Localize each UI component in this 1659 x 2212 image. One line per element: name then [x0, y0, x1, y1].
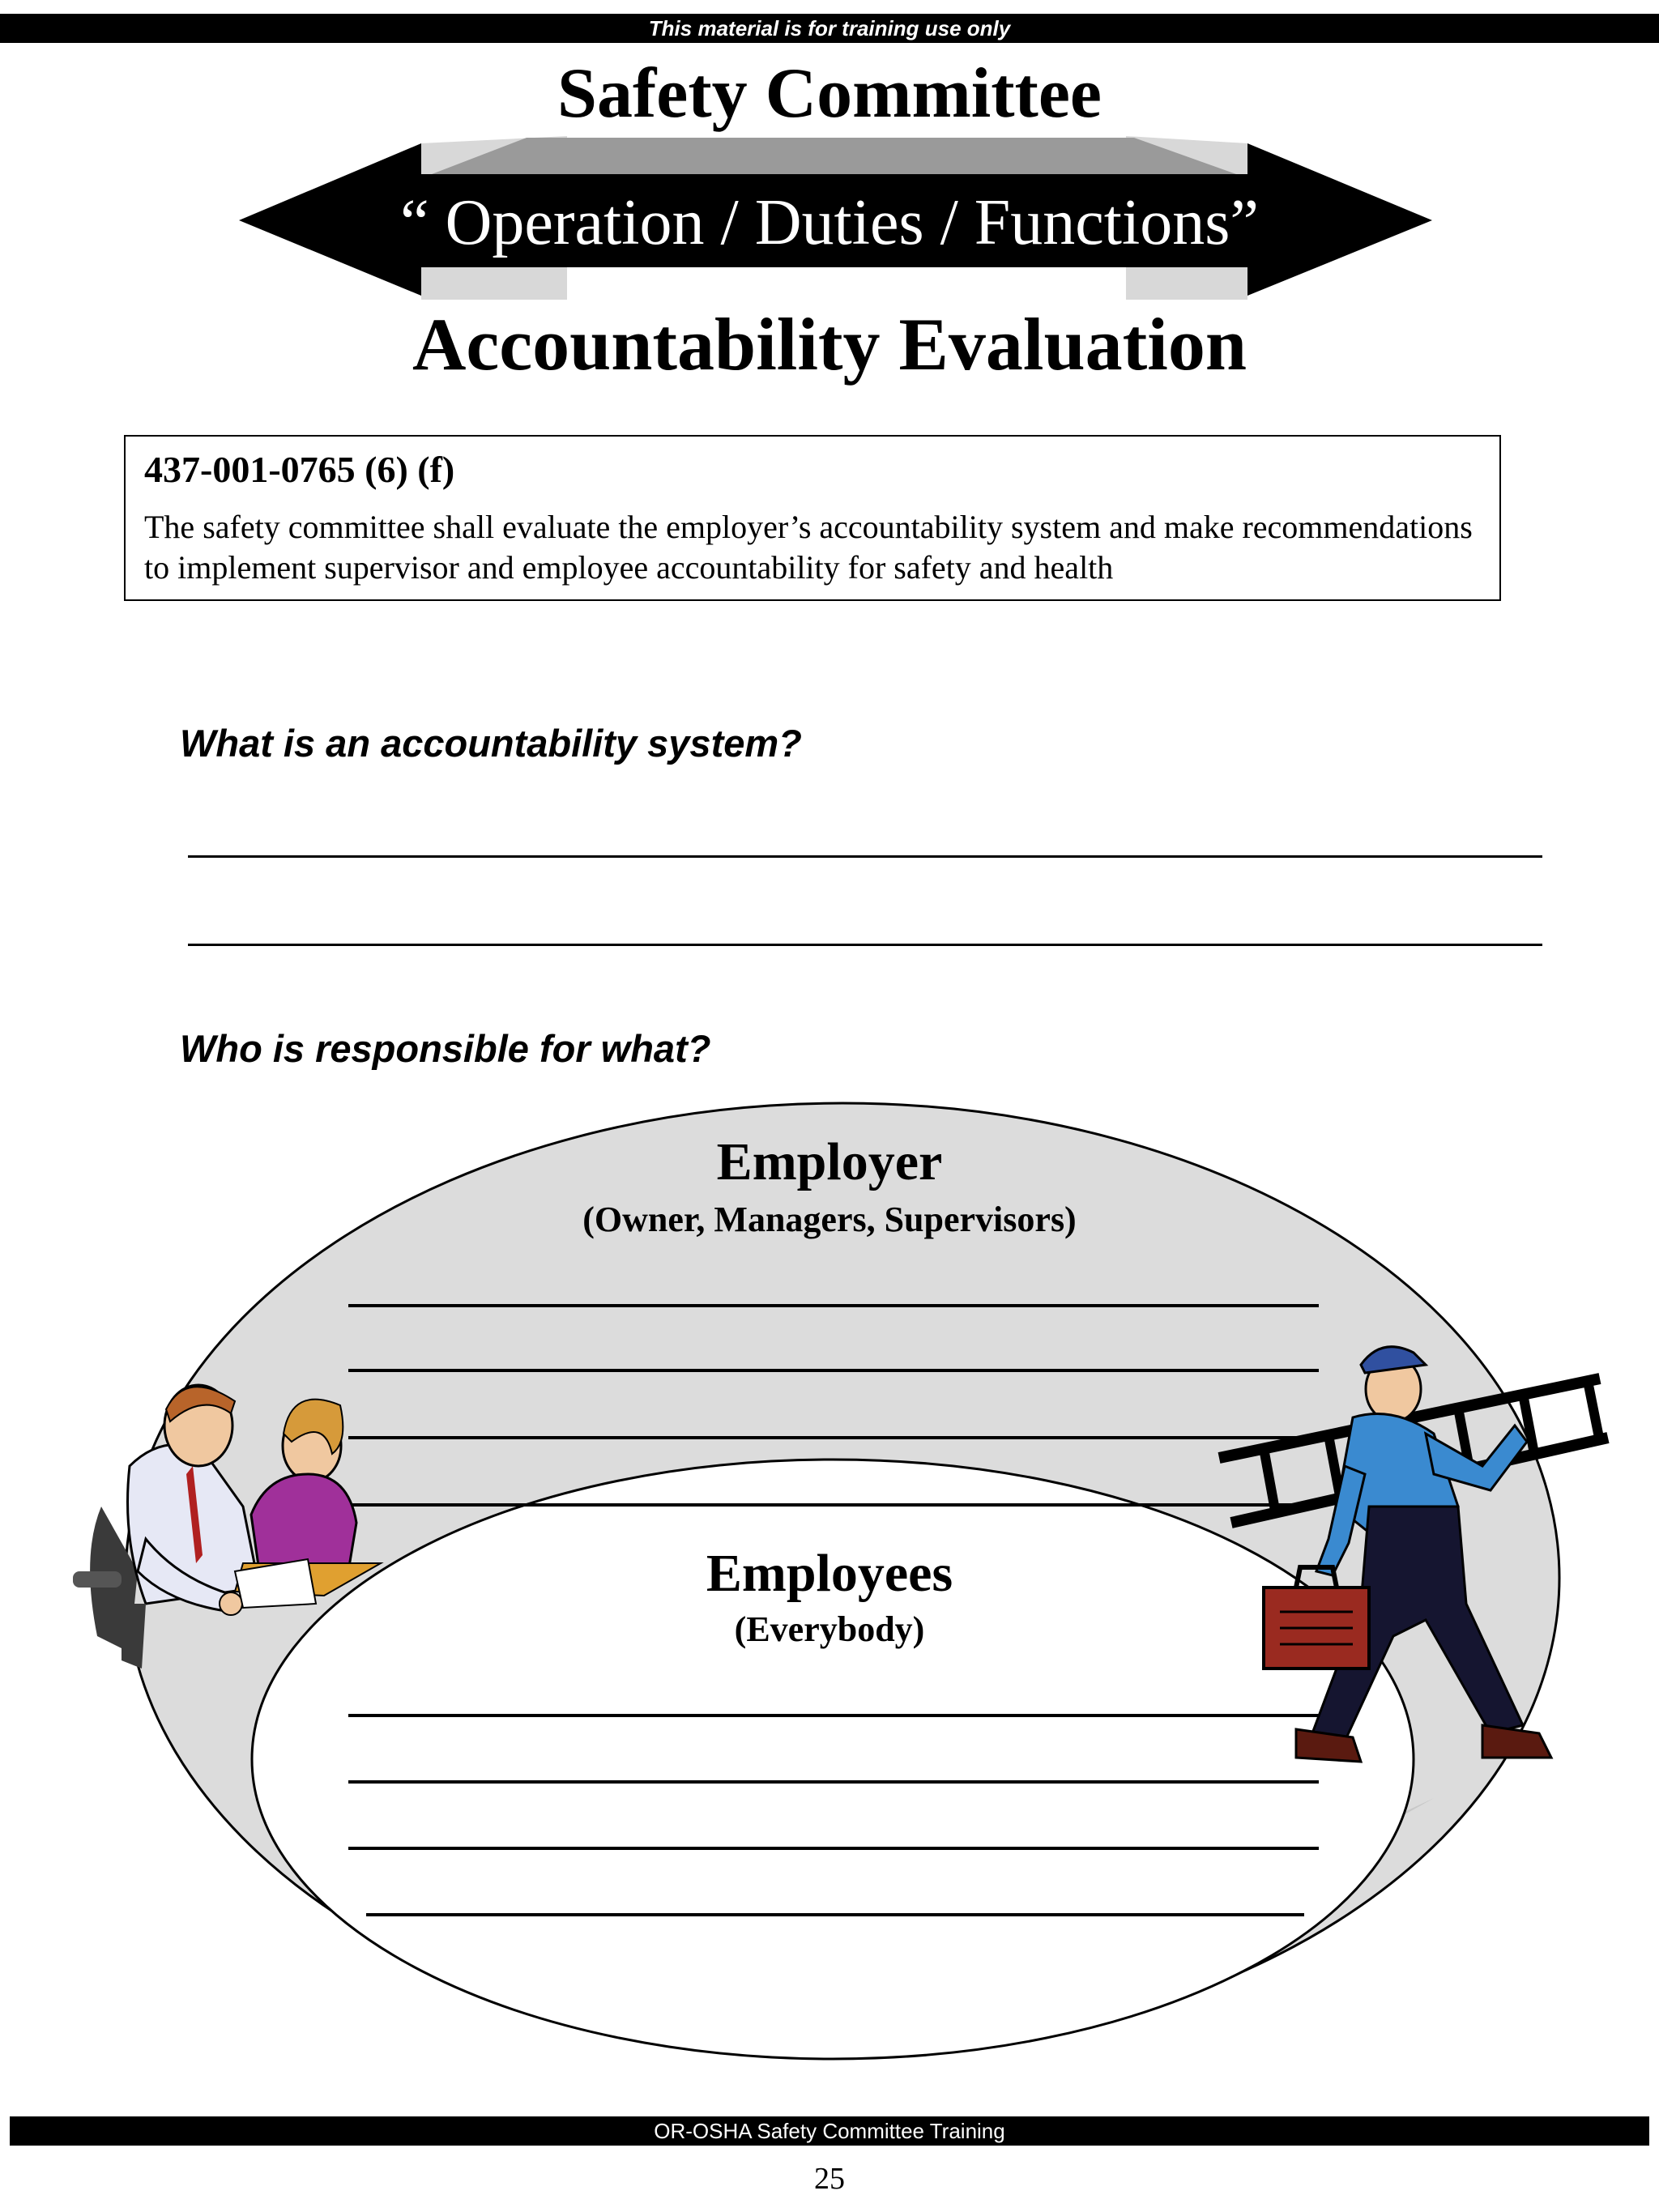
rule-id: 437-001-0765 (6) (f) — [144, 449, 455, 490]
answer-line[interactable] — [188, 944, 1542, 946]
section-heading: Accountability Evaluation — [412, 303, 1247, 386]
employees-sublabel: (Everybody) — [734, 1609, 925, 1649]
rule-text: The safety committee shall evaluate the employer’s accountability system and make recommendations to implement supervisor and employee accountability for safety and health — [144, 509, 1473, 586]
footer-bar: OR-OSHA Safety Committee Training — [10, 2116, 1649, 2146]
answer-line[interactable] — [188, 855, 1542, 858]
banner-subtitle: “ Operation / Duties / Functions” — [400, 187, 1259, 258]
employer-sublabel: (Owner, Managers, Supervisors) — [582, 1200, 1077, 1239]
question-accountability-system: What is an accountability system? — [180, 722, 802, 765]
page-title: Safety Committee — [557, 54, 1102, 133]
training-notice-bar: This material is for training use only — [0, 14, 1659, 43]
question-who-responsible: Who is responsible for what? — [180, 1027, 711, 1070]
employer-label: Employer — [716, 1132, 943, 1191]
employees-label: Employees — [706, 1544, 953, 1603]
page-number: 25 — [814, 2162, 845, 2196]
